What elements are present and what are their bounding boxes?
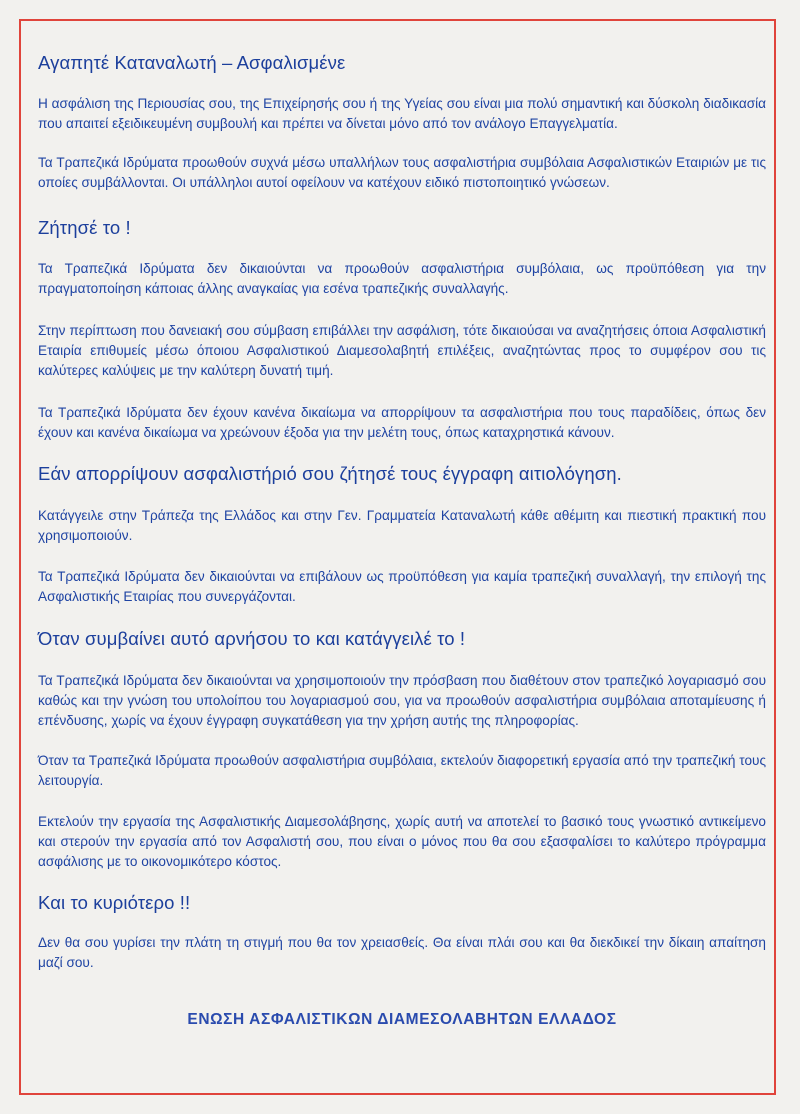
heading-written-justification: Εάν απορρίψουν ασφαλιστήριό σου ζήτησέ τους έγγραφη αιτιολόγηση. <box>38 463 622 484</box>
paragraph-banks-promote: Τα Τραπεζικά Ιδρύματα προωθούν συχνά μέσω υπαλλήλων τους ασφαλιστήρια συμβόλαια Ασφαλιστικών Εταιριών με τις οποίες συμβάλλονται. Οι υπάλληλοι αυτοί οφείλουν να κατέχουν ειδικό πιστοποιητικό γνώσεων. <box>38 155 766 190</box>
paragraph-no-rejection-right: Τα Τραπεζικά Ιδρύματα δεν έχουν κανένα δικαίωμα να απορρίψουν τα ασφαλιστήρια που τους παραδίδεις, όπως δεν έχουν και κανένα δικαίωμα να χρεώνουν έξοδα για την μελέτη τους, όπως καταχρηστικά κάνουν. <box>38 405 766 440</box>
paragraph-account-access: Τα Τραπεζικά Ιδρύματα δεν δικαιούνται να χρησιμοποιούν την πρόσβαση που διαθέτουν στον τραπεζικό λογαριασμό σου καθώς και την γνώση του υπολοίπου του λογαριασμού σου, για να προωθούν ασφαλιστήρια συμβόλαια αποταμίευσης ή επένδυσης, χωρίς να έχουν έγγραφη συγκατάθεση για την χρήση αυτής της πληροφορίας. <box>38 673 766 728</box>
paragraph-loan-insurance: Στην περίπτωση που δανειακή σου σύμβαση επιβάλλει την ασφάλιση, τότε δικαιούσαι να αναζητήσεις όποια Ασφαλιστική Εταιρία επιθυμείς μέσω όποιου Ασφαλιστικού Διαμεσολαβητή επιλέξεις, αναζητώντας προς το συμφέρον σου τις καλύτερες καλύψεις με την καλύτερη δυνατή τιμή. <box>38 323 766 378</box>
paragraph-different-work: Όταν τα Τραπεζικά Ιδρύματα προωθούν ασφαλιστήρια συμβόλαια, εκτελούν διαφορετική εργασία από την τραπεζική τους λειτουργία. <box>38 753 766 788</box>
paragraph-no-conditional-sale: Τα Τραπεζικά Ιδρύματα δεν δικαιούνται να προωθούν ασφαλιστήρια συμβόλαια, ως προϋπόθεση για την πραγματοποίηση κάποιας άλλης αναγκαίας για εσένα τραπεζικής συναλλαγής. <box>38 261 766 296</box>
heading-ask-for-it: Ζήτησέ το ! <box>38 217 131 238</box>
heading-most-important: Και το κυριότερο !! <box>38 892 191 913</box>
paragraph-intermediation: Εκτελούν την εργασία της Ασφαλιστικής Διαμεσολάβησης, χωρίς αυτή να αποτελεί το βασικό τους γνωστικό αντικείμενο και στερούν την εργασία από τον Ασφαλιστή σου, που είναι ο μόνος που θα σου εξασφαλίσει το καλύτερο πρόγραμμα ασφάλισης με το οικονομικότερο κόστος. <box>38 814 766 869</box>
footer-organization-name: ΕΝΩΣΗ ΑΣΦΑΛΙΣΤΙΚΩΝ ΔΙΑΜΕΣΟΛΑΒΗΤΩΝ ΕΛΛΑΔΟΣ <box>187 1011 617 1028</box>
paragraph-insurance-importance: Η ασφάλιση της Περιουσίας σου, της Επιχείρησής σου ή της Υγείας σου είναι μια πολύ σημαντική και δύσκολη διαδικασία που απαιτεί εξειδικευμένη συμβουλή και πρέπει να δίνεται μόνο από τον ανάλογο Επαγγελματία. <box>38 96 766 131</box>
paragraph-by-your-side: Δεν θα σου γυρίσει την πλάτη τη στιγμή που θα τον χρειασθείς. Θα είναι πλάι σου και θα διεκδικεί την δίκαιη απαίτηση μαζί σου. <box>38 935 766 970</box>
paragraph-no-company-imposition: Τα Τραπεζικά Ιδρύματα δεν δικαιούνται να επιβάλουν ως προϋπόθεση για καμία τραπεζική συναλλαγή, την επιλογή της Ασφαλιστικής Εταιρίας που συνεργάζονται. <box>38 569 766 604</box>
heading-refuse-and-report: Όταν συμβαίνει αυτό αρνήσου το και κατάγγειλέ το ! <box>38 628 466 649</box>
heading-dear-consumer: Αγαπητέ Καταναλωτή – Ασφαλισμένε <box>38 52 346 73</box>
flyer-content <box>38 52 766 1029</box>
paragraph-report-practice: Κατάγγειλε στην Τράπεζα της Ελλάδος και στην Γεν. Γραμματεία Καταναλωτή κάθε αθέμιτη και πιεστική πρακτική που χρησιμοποιούν. <box>38 508 766 543</box>
